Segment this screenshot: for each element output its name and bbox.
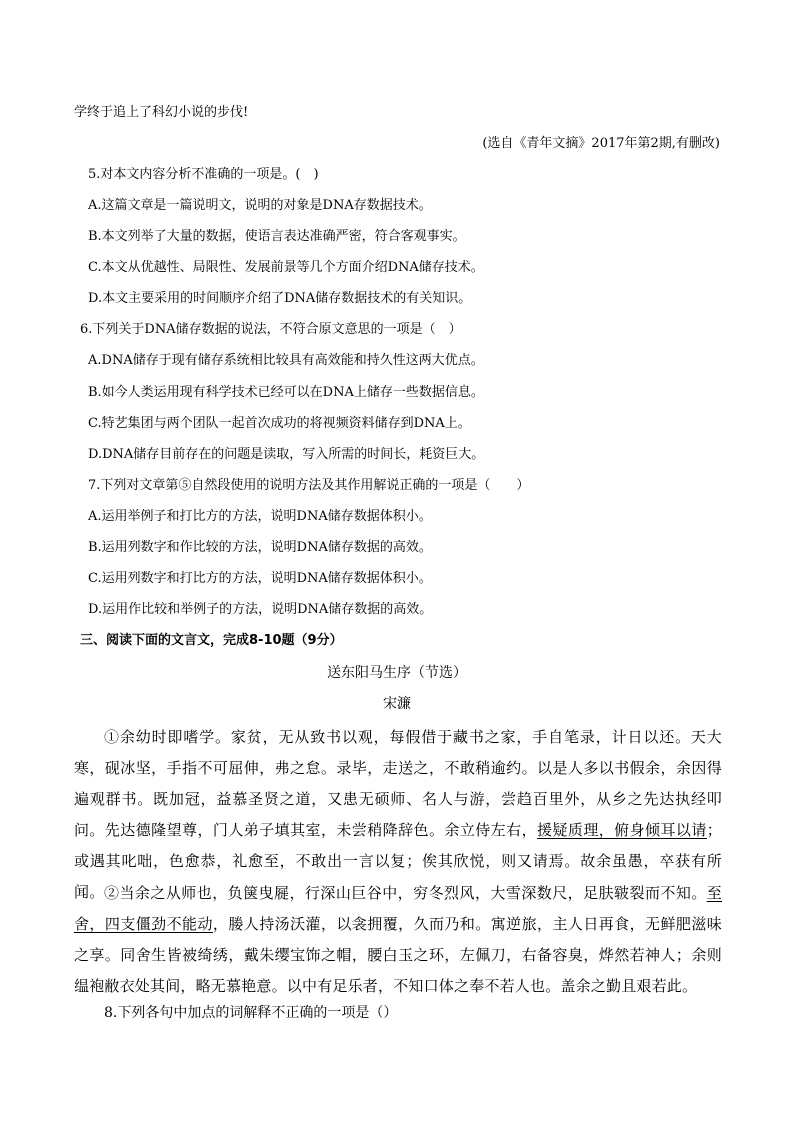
question-5-stem: 5.对本文内容分析不准确的一项是。( ) (88, 167, 319, 182)
passage-author: 宋濂 (383, 696, 411, 712)
question-8-stem: 8.下列各句中加点的词解释不正确的一项是（） (104, 1005, 398, 1021)
source-citation: (选自《青年文摘》2017年第2期,有删改) (482, 136, 720, 151)
paragraph-1-text-a: ①余幼时即嗜学。家贫，无从致书以观，每假借于藏书之家，手自笔录，计日以还。天大寒，砚冰坚，手指不可屈伸，弗之怠。录毕，走送之，不敢稍逾约。以是人多以书假余，余因得遍观群书。既加冠，益慕圣贤之道，又患无硕师、名人与游，尝趋百里外，从乡之先达执经叩问。先达德隆望尊，门人弟子填其室，未尝稍降辞色。余立侍左右， (74, 728, 722, 839)
question-6-stem: 6.下列关于DNA储存数据的说法，不符合原文意思的一项是（ ） (80, 322, 462, 337)
question-5-option-c: C.本文从优越性、局限性、发展前景等几个方面介绍DNA储存技术。 (88, 260, 484, 275)
question-5-option-d: D.本文主要采用的时间顺序介绍了DNA储存数据技术的有关知识。 (88, 291, 472, 306)
paragraph-1-text-b: ；或遇其叱咄，色愈恭，礼愈至，不敢出一言以复；俟其欣悦，则又请焉。故余虽愚，卒获有所闻。 (74, 821, 722, 901)
question-7-option-a: A.运用举例子和打比方的方法，说明DNA储存数据体积小。 (88, 509, 432, 524)
question-7-stem: 7.下列对文章第⑤自然段使用的说明方法及其作用解说正确的一项是（ ） (88, 478, 530, 493)
paragraph-1-underlined: 援疑质理，俯身倾耳以请 (537, 821, 707, 839)
paragraph-2-text-b: ，媵人持汤沃灌，以衾拥覆，久而乃和。寓逆旅，主人日再食，无鲜肥滋味之享。同舍生皆被绮绣，戴朱缨宝饰之帽，腰白玉之环，左佩刀，右备容臭，烨然若神人；余则缊袍敝衣处其间，略无慕艳意。以中有足乐者，不知口体之奉不若人也。盖余之勤且艰若此。 (74, 915, 722, 995)
section-3-heading: 三、阅读下面的文言文，完成8-10题（9分） (80, 633, 343, 648)
passage-paragraph-2 (74, 878, 722, 1002)
question-6-option-d: D.DNA储存目前存在的问题是读取，写入所需的时间长，耗资巨大。 (88, 447, 485, 462)
paragraph-2-text-a: ②当余之从师也，负箧曳屣，行深山巨谷中，穷冬烈风，大雪深数尺，足肤皲裂而不知。 (104, 884, 707, 902)
question-7-option-b: B.运用列数字和作比较的方法，说明DNA储存数据的高效。 (88, 540, 432, 555)
question-7-option-d: D.运用作比较和举例子的方法，说明DNA储存数据的高效。 (88, 602, 433, 617)
question-6-option-c: C.特艺集团与两个团队一起首次成功的将视频资料储存到DNA上。 (88, 416, 471, 431)
question-7-option-c: C.运用列数字和打比方的方法，说明DNA储存数据体积小。 (88, 571, 432, 586)
question-5-option-a: A.这篇文章是一篇说明文，说明的对象是DNA存数据技术。 (88, 198, 432, 213)
paragraph-2-underlined: 至舍，四支僵劲不能动 (74, 884, 722, 933)
question-6-option-b: B.如今人类运用现有科学技术已经可以在DNA上储存一些数据信息。 (88, 385, 484, 400)
question-6-option-a: A.DNA储存于现有储存系统相比较具有高效能和持久性这两大优点。 (88, 353, 484, 368)
question-5-option-b: B.本文列举了大量的数据，使语言表达准确严密，符合客观事实。 (88, 229, 466, 244)
passage-title: 送东阳马生序（节选） (327, 665, 467, 681)
intro-tail: 学终于追上了科幻小说的步伐! (74, 105, 249, 120)
